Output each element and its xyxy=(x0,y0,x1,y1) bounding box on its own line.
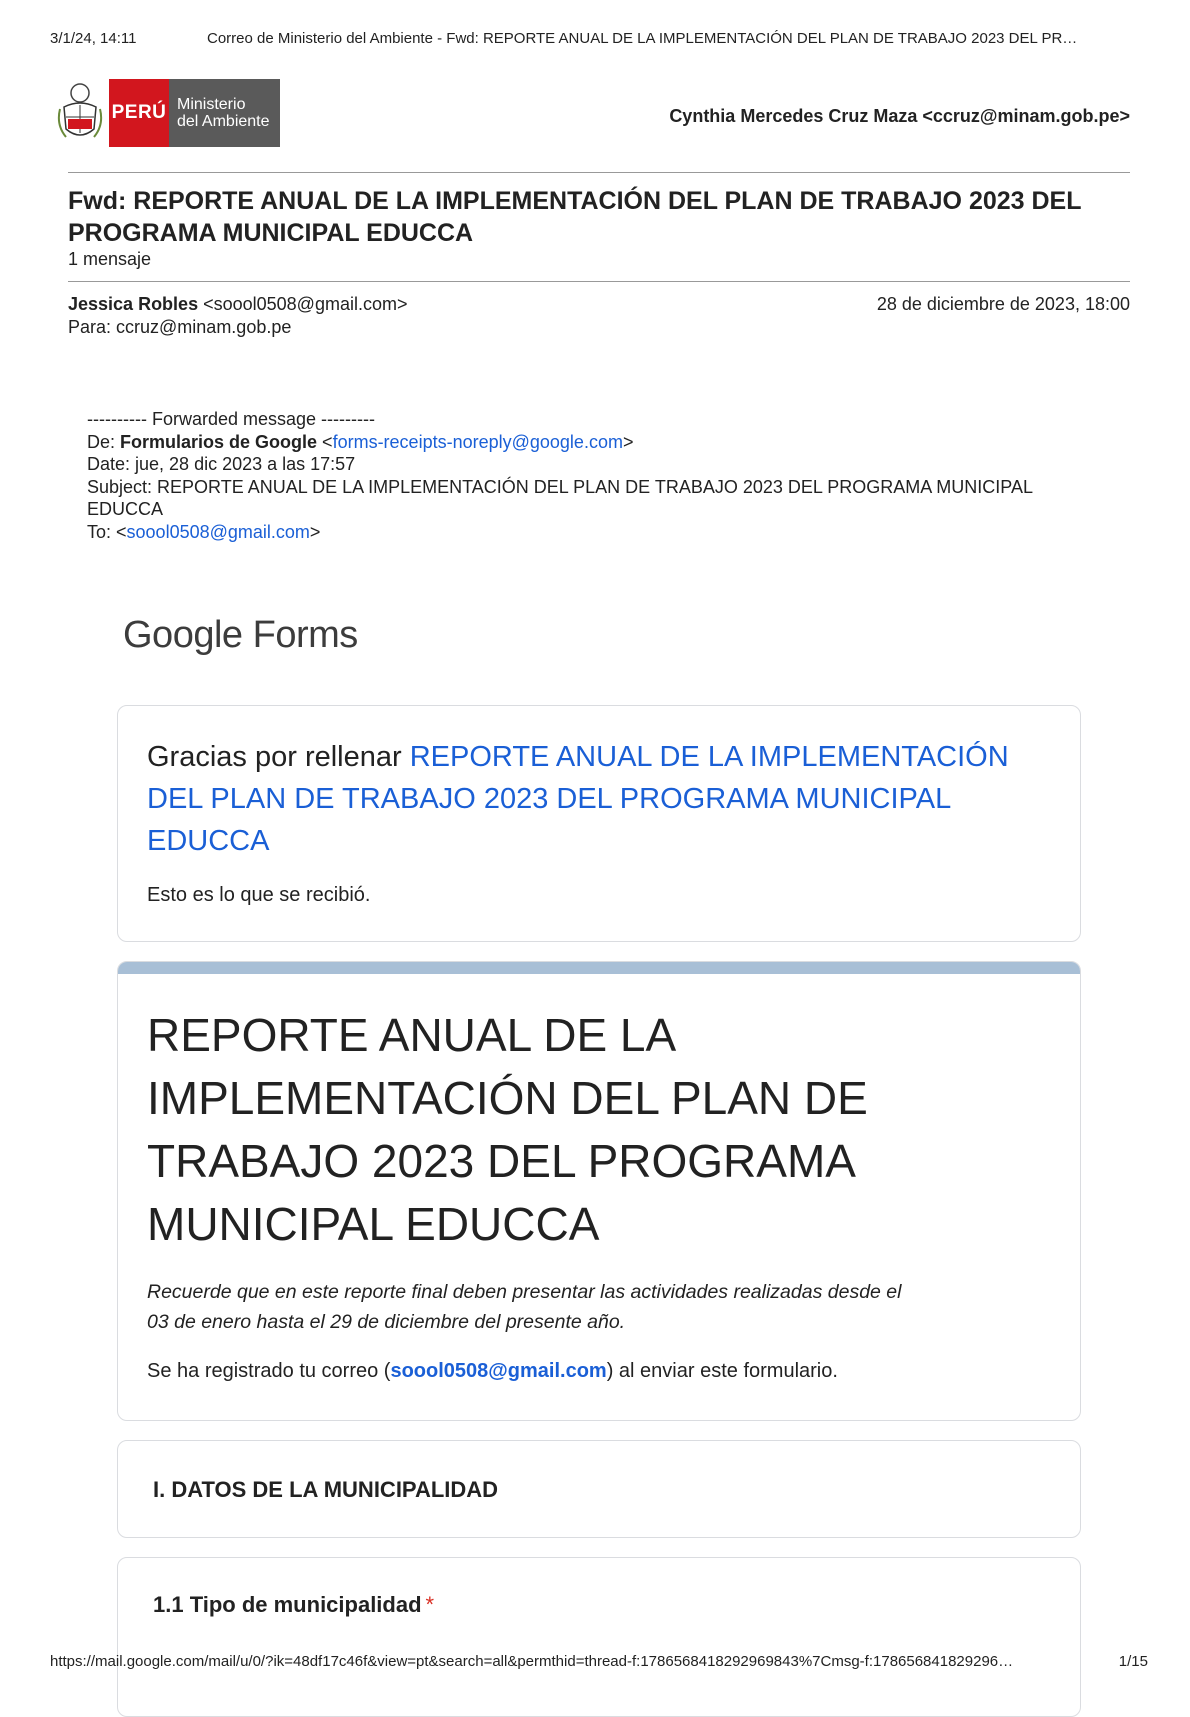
registered-email-link[interactable]: soool0508@gmail.com xyxy=(390,1360,607,1382)
forward-from-email-link[interactable]: forms-receipts-noreply@google.com xyxy=(332,431,623,452)
forward-separator: ---------- Forwarded message --------- xyxy=(87,409,375,429)
message-recipient: Para: ccruz@minam.gob.pe xyxy=(68,317,292,337)
peru-label: PERÚ xyxy=(109,79,169,147)
question-card xyxy=(117,1557,1081,1717)
forward-to-email-link[interactable]: soool0508@gmail.com xyxy=(126,521,310,542)
form-accent-bar xyxy=(118,962,1080,974)
forward-date: Date: jue, 28 dic 2023 a las 17:57 xyxy=(87,454,356,474)
thanks-prefix: Gracias por rellenar xyxy=(147,741,410,773)
email-prefix: Se ha registrado tu correo ( xyxy=(147,1360,391,1382)
forwarded-header xyxy=(87,408,1087,543)
forward-to: To: <soool0508@gmail.com> xyxy=(87,521,321,542)
ministry-label xyxy=(169,79,280,147)
print-page-title: Correo de Ministerio del Ambiente - Fwd: REPORTE ANUAL DE LA IMPLEMENTACIÓN DEL PLAN DE TRABAJO 2023 DEL PR… xyxy=(207,30,1078,47)
forward-subject: Subject: REPORTE ANUAL DE LA IMPLEMENTACIÓN DEL PLAN DE TRABAJO 2023 DEL PROGRAMA MUNICIPAL EDUCCA xyxy=(87,476,1038,519)
thanks-message xyxy=(147,736,1047,862)
minam-logo xyxy=(56,79,280,147)
google-wordmark: Google xyxy=(123,614,243,656)
thanks-card xyxy=(117,705,1081,942)
message-count: 1 mensaje xyxy=(68,249,152,269)
divider xyxy=(68,281,1130,282)
ministry-line-1: Ministerio xyxy=(177,96,246,113)
registered-email-note xyxy=(147,1360,838,1383)
sender-name: Jessica Robles xyxy=(68,294,199,314)
ministry-line-2: del Ambiente xyxy=(177,113,270,130)
print-url: https://mail.google.com/mail/u/0/?ik=48df17c46f&view=pt&search=all&permthid=thread-f:1786568418292969843%7Cmsg-f:178656841829296… xyxy=(50,1653,1014,1670)
question-text: 1.1 Tipo de municipalidad xyxy=(153,1592,422,1617)
thread-subject: Fwd: REPORTE ANUAL DE LA IMPLEMENTACIÓN DEL PLAN DE TRABAJO 2023 DEL PROGRAMA MUNICIPAL EDUCCA xyxy=(68,187,1082,247)
forward-to-label: To: xyxy=(87,521,117,542)
print-date: 3/1/24, 14:11 xyxy=(50,30,137,47)
required-mark: * xyxy=(425,1592,435,1617)
forward-from-name: Formularios de Google xyxy=(120,431,318,452)
peru-coat-of-arms-icon xyxy=(56,79,104,147)
form-header-card xyxy=(117,961,1081,1421)
google-forms-logo xyxy=(123,614,358,657)
forward-from-label: De: xyxy=(87,431,121,452)
question-title xyxy=(153,1592,434,1618)
received-note: Esto es lo que se recibió. xyxy=(147,884,371,906)
email-suffix: ) al enviar este formulario. xyxy=(606,1360,838,1382)
form-description: Recuerde que en este reporte final deben presentar las actividades realizadas desde el 03 de enero hasta el 29 de diciembre del presente año. xyxy=(147,1281,902,1333)
section-title: I. DATOS DE LA MUNICIPALIDAD xyxy=(153,1477,499,1502)
forward-from: De: Formularios de Google <forms-receipts-noreply@google.com> xyxy=(87,431,634,452)
message-date: 28 de diciembre de 2023, 18:00 xyxy=(876,294,1130,314)
account-name: Cynthia Mercedes Cruz Maza <ccruz@minam.gob.pe> xyxy=(669,106,1130,126)
sender-email: <soool0508@gmail.com> xyxy=(203,294,408,314)
divider xyxy=(68,172,1130,173)
forms-wordmark: Forms xyxy=(242,614,358,656)
form-link[interactable]: REPORTE ANUAL DE LA IMPLEMENTACIÓN DEL PLAN DE TRABAJO 2023 DEL PROGRAMA MUNICIPAL EDUCCA xyxy=(147,741,1009,857)
page-number: 1/15 xyxy=(1118,1653,1148,1670)
message-sender xyxy=(68,294,407,315)
form-title: REPORTE ANUAL DE LA IMPLEMENTACIÓN DEL PLAN DE TRABAJO 2023 DEL PROGRAMA MUNICIPAL EDUCCA xyxy=(147,1009,868,1250)
section-card xyxy=(117,1440,1081,1538)
